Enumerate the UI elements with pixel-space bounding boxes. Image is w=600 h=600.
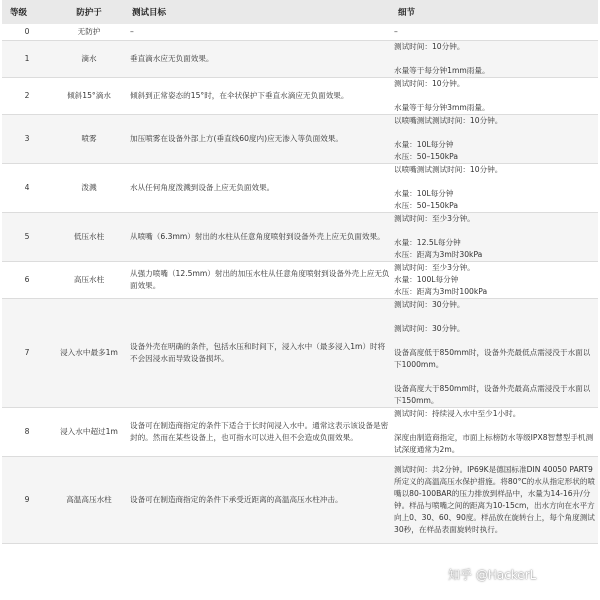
cell-details [392,261,598,298]
detail-line: 测试时间：10分钟。 [394,41,465,51]
cell-target: 设备外壳在明确的条件，包括水压和时间下，浸入水中（最多浸入1m）时将不会因浸水而导致设备损坏。 [126,298,392,407]
cell-target: 垂直滴水应无负面效果。 [126,40,392,77]
detail-line: 测试时间：持续浸入水中至少1小时。 [394,408,521,418]
cell-details [392,456,598,543]
detail-line: 水量等于每分钟3mm雨量。 [394,102,490,112]
cell-details [392,114,598,163]
cell-target: – [126,24,392,40]
cell-protection: 喷雾 [52,114,126,163]
table-row [2,456,598,543]
detail-line: 水量：100L每分钟 [394,274,459,284]
table-row [2,163,598,212]
cell-protection: 高温高压水柱 [52,456,126,543]
cell-details [392,212,598,261]
detail-line: 测试时间：共2分钟。IP69K是德国标准DIN 40050 PART9所定义的高温高压水保护措施。将80°C的水从指定形状的喷嘴以80-100BAR的压力排放到样品中，水量为14-16升/分钟。样品与喷嘴之间的距离为10-15cm，出水方向在水平方向上0、30、60、90度。样品放在旋转台上，每个角度测试30秒，在样品表面旋转时执行。 [394,464,596,534]
detail-line [394,176,596,188]
table-row [2,40,598,77]
header-level: 等级 [2,0,52,24]
header-details: 细节 [392,0,598,24]
detail-line [394,225,596,237]
cell-target: 倾斜到正常姿态的15°时，在伞状保护下垂直水滴应无负面效果。 [126,77,392,114]
cell-details [392,163,598,212]
watermark: 知乎 @HackerL [448,568,537,582]
detail-line: 水量等于每分钟1mm雨量。 [394,65,490,75]
cell-protection: 泼溅 [52,163,126,212]
detail-line: 测试时间：30分钟。 [394,323,465,333]
detail-line [394,90,596,102]
cell-protection: 浸入水中超过1m [52,407,126,456]
table-row [2,407,598,456]
header-target: 测试目标 [126,0,392,24]
cell-details [392,24,598,40]
cell-level: 5 [2,212,52,261]
cell-target: 设备可在制造商指定的条件下承受近距离的高温高压水柱冲击。 [126,456,392,543]
detail-line [394,420,596,432]
cell-protection: 浸入水中最多1m [52,298,126,407]
table-row [2,298,598,407]
cell-level: 1 [2,40,52,77]
cell-level: 9 [2,456,52,543]
cell-level: 7 [2,298,52,407]
cell-details [392,407,598,456]
detail-line [394,311,596,323]
cell-target: 从喷嘴（6.3mm）射出的水柱从任意角度喷射到设备外壳上应无负面效果。 [126,212,392,261]
cell-level: 2 [2,77,52,114]
detail-line: 测试时间：至少3分钟。 [394,262,475,272]
detail-line: – [394,26,398,36]
ip-rating-table [2,0,598,544]
detail-line [394,127,596,139]
table-body [2,24,598,543]
detail-line: 测试时间：30分钟。 [394,299,465,309]
table-row [2,77,598,114]
cell-level: 3 [2,114,52,163]
detail-line: 水压：50–150kPa [394,200,459,210]
detail-line [394,335,596,347]
cell-protection: 低压水柱 [52,212,126,261]
table-header-row [2,0,598,24]
cell-protection: 无防护 [52,24,126,40]
detail-line: 水量：10L每分钟 [394,188,454,198]
header-protection: 防护于 [52,0,126,24]
cell-details [392,40,598,77]
detail-line: 水压：距离为3m时30kPa [394,249,483,259]
detail-line [394,53,596,65]
cell-target: 加压喷雾在设备外部上方(垂直线60度内)应无渗入等负面效果。 [126,114,392,163]
cell-details [392,298,598,407]
cell-target: 水从任何角度泼溅到设备上应无负面效果。 [126,163,392,212]
detail-line: 设备高度大于850mm时，设备外壳最高点需浸没于水面以下150mm。 [394,383,591,405]
detail-line: 水量：12.5L每分钟 [394,237,461,247]
detail-line: 测试时间：至少3分钟。 [394,213,475,223]
detail-line: 以喷嘴测试测试时间：10分钟。 [394,164,503,174]
detail-line: 深度由制造商指定，市面上标榜防水等级IPX8智慧型手机测试深度通常为2m。 [394,432,594,454]
detail-line [394,371,596,383]
detail-line: 设备高度低于850mm时，设备外壳最低点需浸没于水面以下1000mm。 [394,347,591,369]
detail-line: 水量：10L每分钟 [394,139,454,149]
cell-level: 4 [2,163,52,212]
table-row [2,114,598,163]
cell-protection: 倾斜15°滴水 [52,77,126,114]
detail-line: 以喷嘴测试测试时间：10分钟。 [394,115,503,125]
cell-details [392,77,598,114]
cell-level: 0 [2,24,52,40]
table-row [2,212,598,261]
cell-level: 8 [2,407,52,456]
detail-line: 水压：50–150kPa [394,151,459,161]
detail-line: 测试时间：10分钟。 [394,78,465,88]
cell-target: 从强力喷嘴（12.5mm）射出的加压水柱从任意角度喷射到设备外壳上应无负面效果。 [126,261,392,298]
table-row [2,24,598,40]
detail-line: 水压：距离为3m时100kPa [394,286,488,296]
cell-protection: 高压水柱 [52,261,126,298]
cell-protection: 滴水 [52,40,126,77]
cell-target: 设备可在制造商指定的条件下适合于长时间浸入水中。通常这表示该设备是密封的。然而在某些设备上，也可指水可以进入但不会造成负面效果。 [126,407,392,456]
cell-level: 6 [2,261,52,298]
table-row [2,261,598,298]
